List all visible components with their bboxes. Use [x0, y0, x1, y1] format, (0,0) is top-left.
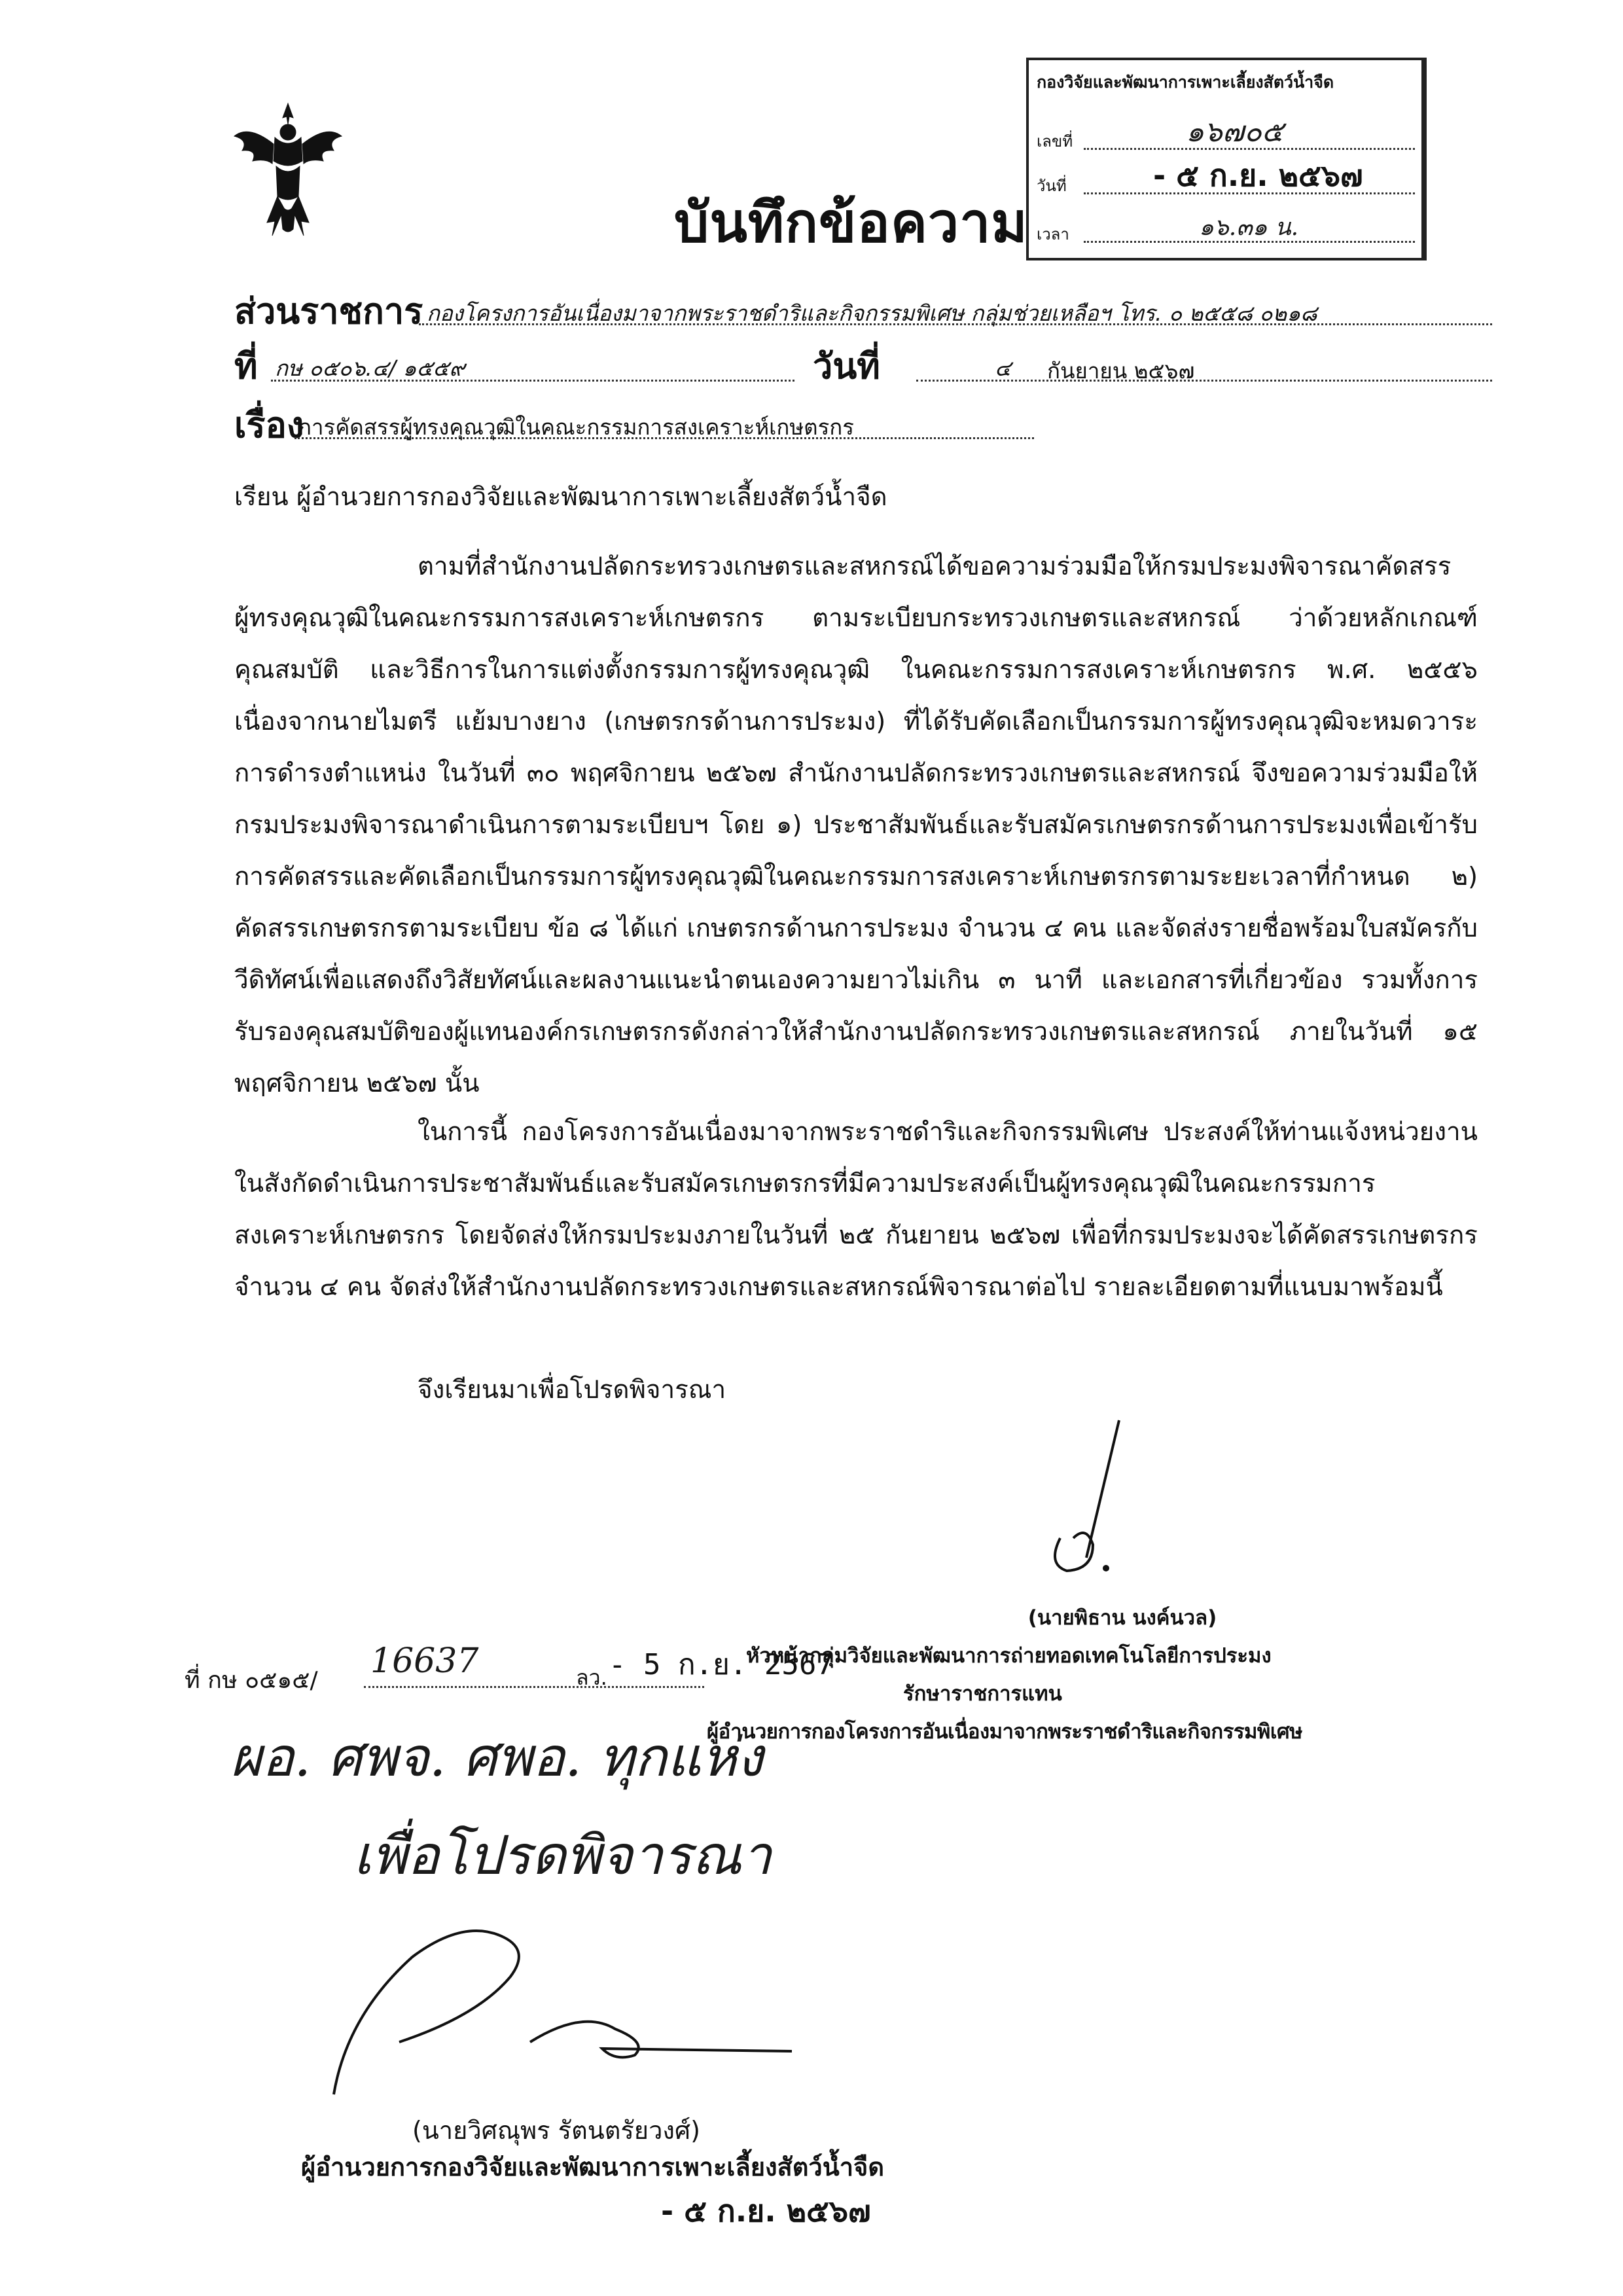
stamp-date-label: วันที่: [1037, 177, 1067, 195]
date-month-year: กันยายน ๒๕๖๗: [1047, 358, 1195, 384]
forward-date-label: ลว.: [576, 1665, 607, 1690]
memo-title: บันทึกข้อความ: [674, 190, 1028, 255]
stamp-date-value: - ๕ ก.ย. ๒๕๖๗: [1153, 158, 1363, 193]
forward-ref-number: 16637: [370, 1641, 479, 1681]
paragraph-text: ตามที่สำนักงานปลัดกระทรวงเกษตรและสหกรณ์ได้ขอความร่วมมือให้กรมประมงพิจารณาคัดสรรผู้ทรงคุณวุฒิในคณะกรรมการสงเคราะห์เกษตรกร ตามระเบียบกระทรวงเกษตรและสหกรณ์ ว่าด้วยหลักเกณฑ์คุณสมบัติ และวิธีการในการแต่งตั้งกรรมการผู้ทรงคุณวุฒิ ในคณะกรรมการสงเคราะห์เกษตรกร พ.ศ. ๒๕๕๖ เนื่องจากนายไมตรี แย้มบางยาง (เกษตรกรด้านการประมง) ที่ได้รับคัดเลือกเป็นกรรมการผู้ทรงคุณวุฒิจะหมดวาระการดำรงตำแหน่ง ในวันที่ ๓๐ พฤศจิกายน ๒๕๖๗ สำนักงานปลัดกระทรวงเกษตรและสหกรณ์ จึงขอความร่วมมือให้กรมประมงพิจารณาดำเนินการตามระเบียบฯ โดย ๑) ประชาสัมพันธ์และรับสมัครเกษตรกรด้านการประมงเพื่อเข้ารับการคัดสรรและคัดเลือกเป็นกรรมการผู้ทรงคุณวุฒิในคณะกรรมการสงเคราะห์เกษตรกรตามระยะเวลาที่กำหนด ๒) คัดสรรเกษตรกรตามระเบียบ ข้อ ๘ ได้แก่ เกษตรกรด้านการประมง จำนวน ๔ คน และจัดส่งรายชื่อพร้อมใบสมัครกับวีดิทัศน์เพื่อแสดงถึงวิสัยทัศน์และผลงานแนะนำตนเองความยาวไม่เกิน ๓ นาที และเอกสารที่เกี่ยวข้อง รวมทั้งการรับรองคุณสมบัติของผู้แทนองค์กรเกษตรกรดังกล่าวให้สำนักงานปลัดกระทรวงเกษตรและสหกรณ์ ภายในวันที่ ๑๕ พฤศจิกายน ๒๕๖๗ นั้น: [234, 552, 1478, 1098]
stamp-time-label: เวลา: [1037, 225, 1069, 243]
handwritten-note-line-1: ผอ. ศพจ. ศพอ. ทุกแห่ง: [230, 1727, 763, 1789]
signer-position-1: หัวหน้ากลุ่มวิจัยและพัฒนาการถ่ายทอดเทคโนโลยีการประมง: [746, 1644, 1272, 1668]
signer-name: (นายพิธาน นงค์นวล): [1027, 1606, 1217, 1630]
agency-label: ส่วนราชการ: [234, 291, 423, 332]
ref-label: ที่: [234, 346, 258, 387]
date-day: ๔: [995, 355, 1011, 381]
director-position: ผู้อำนวยการกองวิจัยและพัฒนาการเพาะเลี้ยงสัตว์น้ำจืด: [301, 2153, 884, 2181]
signer-signature: [1021, 1414, 1217, 1584]
handwritten-note-line-2: เพื่อโปรดพิจารณา: [353, 1825, 772, 1887]
ref-value: กษ ๐๕๐๖.๔/ ๑๕๕๙: [275, 355, 465, 381]
paragraph-text: ในการนี้ กองโครงการอันเนื่องมาจากพระราชดำริและกิจกรรมพิเศษ ประสงค์ให้ท่านแจ้งหน่วยงานในสังกัดดำเนินการประชาสัมพันธ์และรับสมัครเกษตรกรที่มีความประสงค์เป็นผู้ทรงคุณวุฒิในคณะกรรมการสงเคราะห์เกษตรกร โดยจัดส่งให้กรมประมงภายในวันที่ ๒๕ กันยายน ๒๕๖๗ เพื่อที่กรมประมงจะได้คัดสรรเกษตรกร จำนวน ๔ คน จัดส่งให้สำนักงานปลัดกระทรวงเกษตรและสหกรณ์พิจารณาต่อไป รายละเอียดตามที่แนบมาพร้อมนี้: [234, 1117, 1478, 1302]
paragraph-text: จึงเรียนมาเพื่อโปรดพิจารณา: [418, 1375, 726, 1405]
stamp-number-label: เลขที่: [1037, 132, 1073, 151]
stamp-time-value: ๑๖.๓๑ น.: [1199, 214, 1299, 241]
stamp-org: กองวิจัยและพัฒนาการเพาะเลี้ยงสัตว์น้ำจืด: [1037, 73, 1334, 92]
agency-value: กองโครงการอันเนื่องมาจากพระราชดำริและกิจกรรมพิเศษ กลุ่มช่วยเหลือฯ โทร. ๐ ๒๕๕๘ ๐๒๑๘: [427, 300, 1317, 326]
stamp-number-value: ๑๖๗๐๕: [1186, 115, 1284, 149]
forward-date-value: - 5 ก.ย. 2567: [609, 1648, 834, 1681]
salutation: เรียน ผู้อำนวยการกองวิจัยและพัฒนาการเพาะเลี้ยงสัตว์น้ำจืด: [234, 482, 887, 512]
date-label: วันที่: [813, 346, 880, 387]
director-signature: [308, 1911, 805, 2108]
director-name: (นายวิศณุพร รัตนตรัยวงศ์): [412, 2116, 700, 2145]
director-date: - ๕ ก.ย. ๒๕๖๗: [661, 2193, 871, 2229]
body-paragraph-2: [234, 1106, 1478, 1313]
subject-value: การคัดสรรผู้ทรงคุณวุฒิในคณะกรรมการสงเคราะห์เกษตรกร: [298, 414, 855, 440]
receipt-stamp: [1026, 58, 1427, 260]
signer-position-2: รักษาราชการแทน: [903, 1682, 1062, 1706]
subject-label: เรื่อง: [234, 404, 304, 446]
signer-position-3: ผู้อำนวยการกองโครงการอันเนื่องมาจากพระราชดำริและกิจกรรมพิเศษ: [707, 1720, 1303, 1744]
garuda-emblem-icon: [229, 98, 347, 242]
body-paragraph-1: [234, 541, 1478, 1109]
forward-ref-prefix: ที่ กษ ๐๕๑๕/: [185, 1667, 318, 1694]
body-paragraph-3: [234, 1364, 1478, 1416]
